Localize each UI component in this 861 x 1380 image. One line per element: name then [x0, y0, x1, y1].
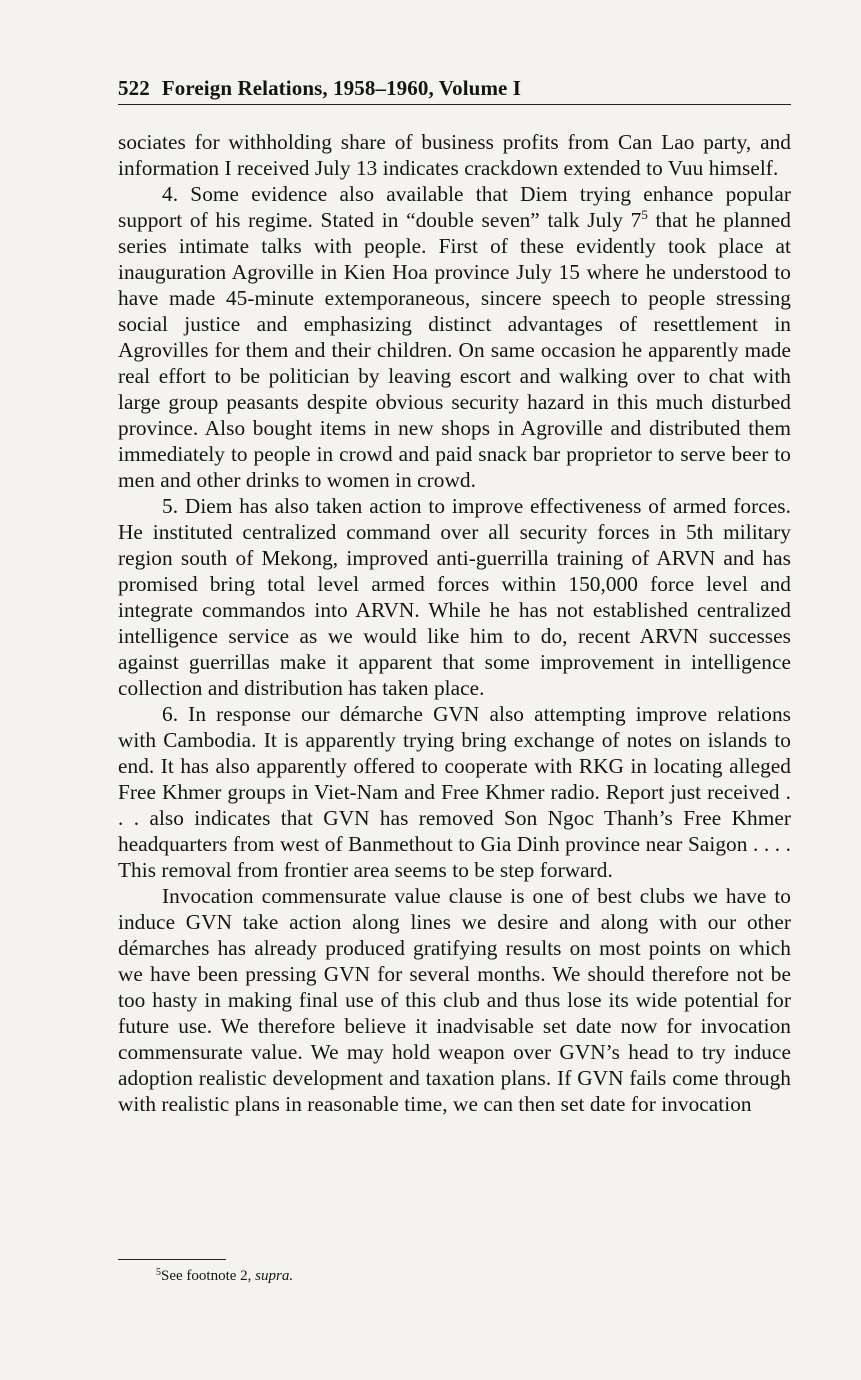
paragraph-text: sociates for withholding share of business profits from Can Lao party, and information I received July 13 indicates crackdown extended to Vuu himself.	[118, 130, 791, 180]
paragraph-text: 6. In response our démarche GVN also attempting improve relations with Cambodia. It is apparently trying bring exchange of notes on islands to end. It has also apparently offered to cooperate with RKG in locating alleged Free Khmer groups in Viet-Nam and Free Khmer radio. Report just received . . . also indicates that GVN has removed Son Ngoc Thanh’s Free Khmer headquarters from west of Banmethout to Gia Dinh province near Saigon . . . . This removal from frontier area seems to be step forward.	[118, 702, 791, 882]
footnote-emphasis: supra.	[255, 1268, 294, 1284]
paragraph-item-4	[118, 181, 791, 493]
paragraph-item-6	[118, 701, 791, 883]
paragraph-text: 5. Diem has also taken action to improve effectiveness of armed forces. He instituted centralized command over all security forces in 5th military region south of Mekong, improved anti-guerrilla training of ARVN and has promised bring total level armed forces within 150,000 force level and integrate commandos into ARVN. While he has not established centralized intelligence service as we would like him to do, recent ARVN successes against guerrillas make it apparent that some improvement in intelligence collection and distribution has taken place.	[118, 494, 791, 700]
paragraph-text: 4. Some evidence also available that Diem trying enhance popular support of his regime. Stated in “double seven” talk July 7	[118, 182, 791, 232]
page-number: 522	[118, 76, 150, 100]
paragraph-item-5	[118, 493, 791, 701]
running-head	[118, 74, 791, 105]
volume-title: Foreign Relations, 1958–1960, Volume I	[161, 76, 522, 100]
footnote-reference: 5	[641, 207, 648, 222]
paragraph-text: Invocation commensurate value clause is one of best clubs we have to induce GVN take action along lines we desire and along with our other démarches has already produced gratifying results on most points on which we have been pressing GVN for several months. We should therefore not be too hasty in making final use of this club and thus lose its wide potential for future use. We therefore believe it inadvisable set date now for invocation commensurate value. We may hold weapon over GVN’s head to try induce adoption realistic development and taxation plans. If GVN fails come through with realistic plans in reasonable time, we can then set date for invocation	[118, 884, 791, 1116]
document-page	[118, 74, 791, 1117]
footnote	[156, 1266, 293, 1286]
paragraph-invocation	[118, 883, 791, 1117]
footnote-text: See footnote 2,	[161, 1268, 256, 1284]
paragraph-text: that he planned series intimate talks with people. First of these evidently took place at inauguration Agroville in Kien Hoa province July 15 where he understood to have made 45-minute extemporaneous, sincere speech to people stressing social justice and emphasizing distinct advantages of resettlement in Agrovilles for them and their children. On same occasion he apparently made real effort to be politician by leaving escort and walking over to chat with large group peasants despite obvious security hazard in this much disturbed province. Also bought items in new shops in Agroville and distributed them immediately to people in crowd and paid snack bar proprietor to serve beer to men and other drinks to women in crowd.	[118, 208, 791, 492]
footnote-divider	[118, 1259, 226, 1260]
body-text	[118, 129, 791, 1117]
paragraph-continued	[118, 129, 791, 181]
footnote-marker: 5	[156, 1267, 161, 1278]
